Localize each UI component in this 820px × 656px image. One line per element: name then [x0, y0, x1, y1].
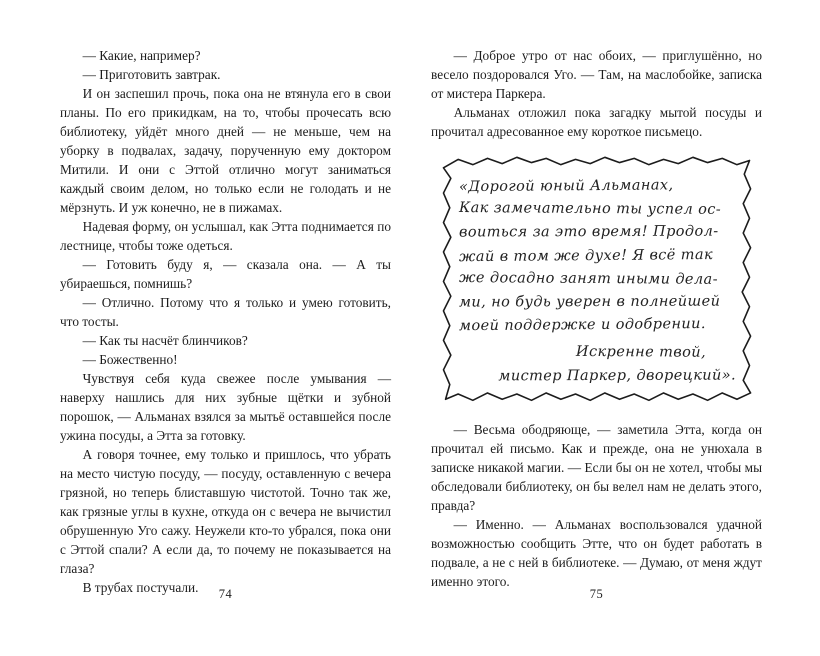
paragraph: И он заспешил прочь, пока она не втянула его в свои планы. По его прикидкам, на то, чтобы прочесать всю библиотеку, уйдёт много дней — не меньше, чем на уборку в подвалах, задачу, порученную ему доктором Митили. И они с Эттой отлично могут заниматься каждый своим делом, но только если не голодать и не мёрзнуть. И уж конечно, не в пижамах.	[60, 86, 391, 215]
page-left-text	[60, 46, 391, 597]
note-line: жай в том же духе! Я всё так	[458, 246, 714, 265]
paragraph: Надевая форму, он услышал, как Этта поднимается по лестнице, чтобы тоже одеться.	[60, 219, 391, 253]
page-number-right: 75	[589, 587, 604, 601]
note-line: Как замечательно ты успел ос-	[458, 200, 722, 219]
paragraph: — Готовить буду я, — сказала она. — А ты убираешься, помнишь?	[60, 257, 391, 291]
paragraph: А говоря точнее, ему только и пришлось, что убрать на место чистую посуду, — посуду, оставленную с вечера грязной, но теперь блиставшую чистотой. Точно так же, как грязные углы в кухне, откуда он с вечера не вычистил обрушенную Уго сажу. Неужели кто-то убрался, пока они с Эттой спали? А если да, то почему не показывается на глаза?	[60, 447, 391, 576]
note-signature: Искренне твой,	[575, 344, 707, 362]
paragraph: — Отлично. Потому что я только и умею готовить, что тосты.	[60, 295, 391, 329]
note-line: ми, но будь уверен в полнейшей	[458, 293, 721, 311]
paragraph: — Какие, например?	[82, 48, 201, 63]
note-line: моей поддержке и одобрении.	[458, 316, 706, 335]
note-line: «Дорогой юный Альманах,	[458, 177, 674, 196]
page-right	[431, 46, 762, 602]
note-signature: мистер Паркер, дворецкий».	[498, 367, 737, 384]
paragraph: В трубах постучали.	[82, 580, 199, 595]
paragraph: — Божественно!	[82, 352, 178, 367]
note-line: же досадно занят иными дела-	[458, 269, 718, 288]
handwritten-note	[433, 151, 760, 408]
paragraph: — Доброе утро от нас обоих, — приглушённо, но весело поздоровался Уго. — Там, на маслобойке, записка от мистера Паркера.	[431, 48, 762, 101]
page-number-left: 74	[218, 587, 233, 601]
page-right-text	[431, 46, 762, 591]
paragraph: — Как ты насчёт блинчиков?	[82, 333, 248, 348]
paragraph: Чувствуя себя куда свежее после умывания — наверху нашлись для них зубные щётки и зубной порошок, — Альманах взялся за мытьё оставшейся после ужина посуды, а Этта за готовку.	[60, 371, 391, 443]
paragraph: — Приготовить завтрак.	[82, 67, 221, 82]
paragraph: — Весьма ободряюще, — заметила Этта, когда он прочитал ей письмо. Как и прежде, она не унюхала в записке никакой магии. — Если бы он не хотел, чтобы мы обследовали библиотеку, он бы велел нам не делать этого, правда?	[431, 421, 762, 513]
page-left	[60, 46, 391, 602]
note-line: воиться за это время! Продол-	[458, 223, 719, 241]
paragraph: — Именно. — Альманах воспользовался удачной возможностью сообщить Этте, что он будет работать в подвале, а не с ней в библиотеке. — Думаю, от меня ждут именно этого.	[431, 516, 762, 589]
paragraph: Альманах отложил пока загадку мытой посуды и прочитал адресованное ему короткое письмецо.	[431, 105, 762, 139]
note-text	[459, 175, 736, 388]
